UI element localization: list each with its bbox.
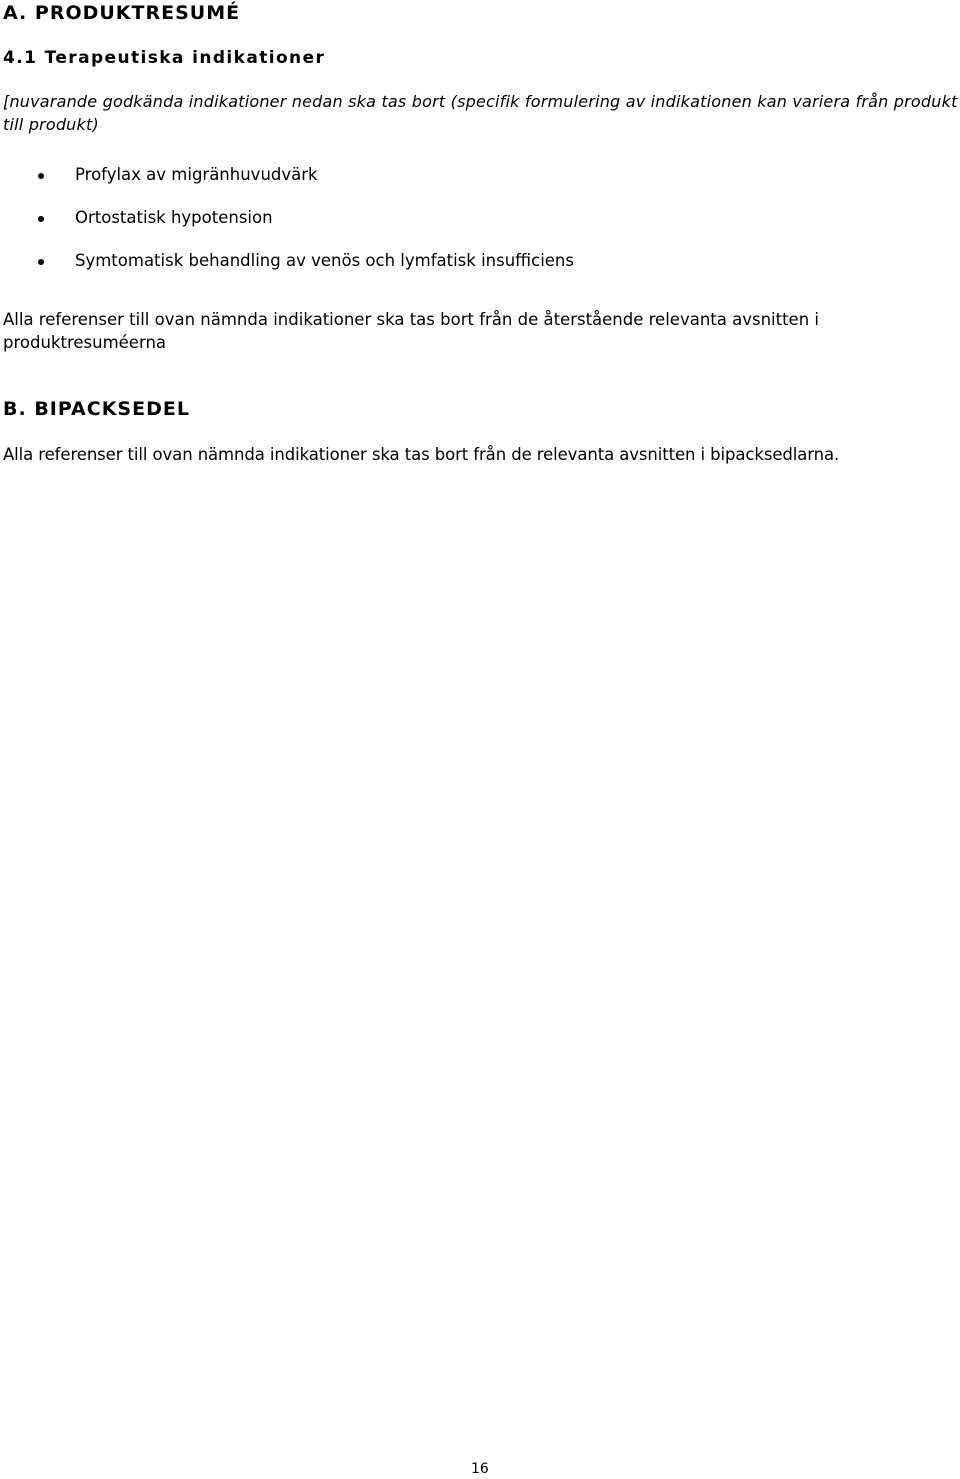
section-b-paragraph: Alla referenser till ovan nämnda indikationer ska tas bort från de relevanta avsnitten i bipacksedlarna. <box>3 445 840 464</box>
removal-note: [nuvarande godkända indikationer nedan ska tas bort (specifik formulering av indikationen kan variera från produkt till produkt) <box>3 92 958 134</box>
section-a-title: A. PRODUKTRESUMÉ <box>3 2 241 24</box>
section-a-paragraph: Alla referenser till ovan nämnda indikationer ska tas bort från de återstående relevanta avsnitten i produktresuméerna <box>3 310 819 352</box>
subsection-title: 4.1 Terapeutiska indikationer <box>3 48 326 68</box>
indication-text: Profylax av migränhuvudvärk <box>75 165 318 184</box>
bullet-icon <box>38 173 44 179</box>
bullet-icon <box>38 259 44 265</box>
section-b-title: B. BIPACKSEDEL <box>3 398 190 420</box>
page-number: 16 <box>471 1461 489 1477</box>
indication-text: Ortostatisk hypotension <box>75 208 273 227</box>
indication-text: Symtomatisk behandling av venös och lymfatisk insufficiens <box>75 251 574 270</box>
bullet-icon <box>38 216 44 222</box>
